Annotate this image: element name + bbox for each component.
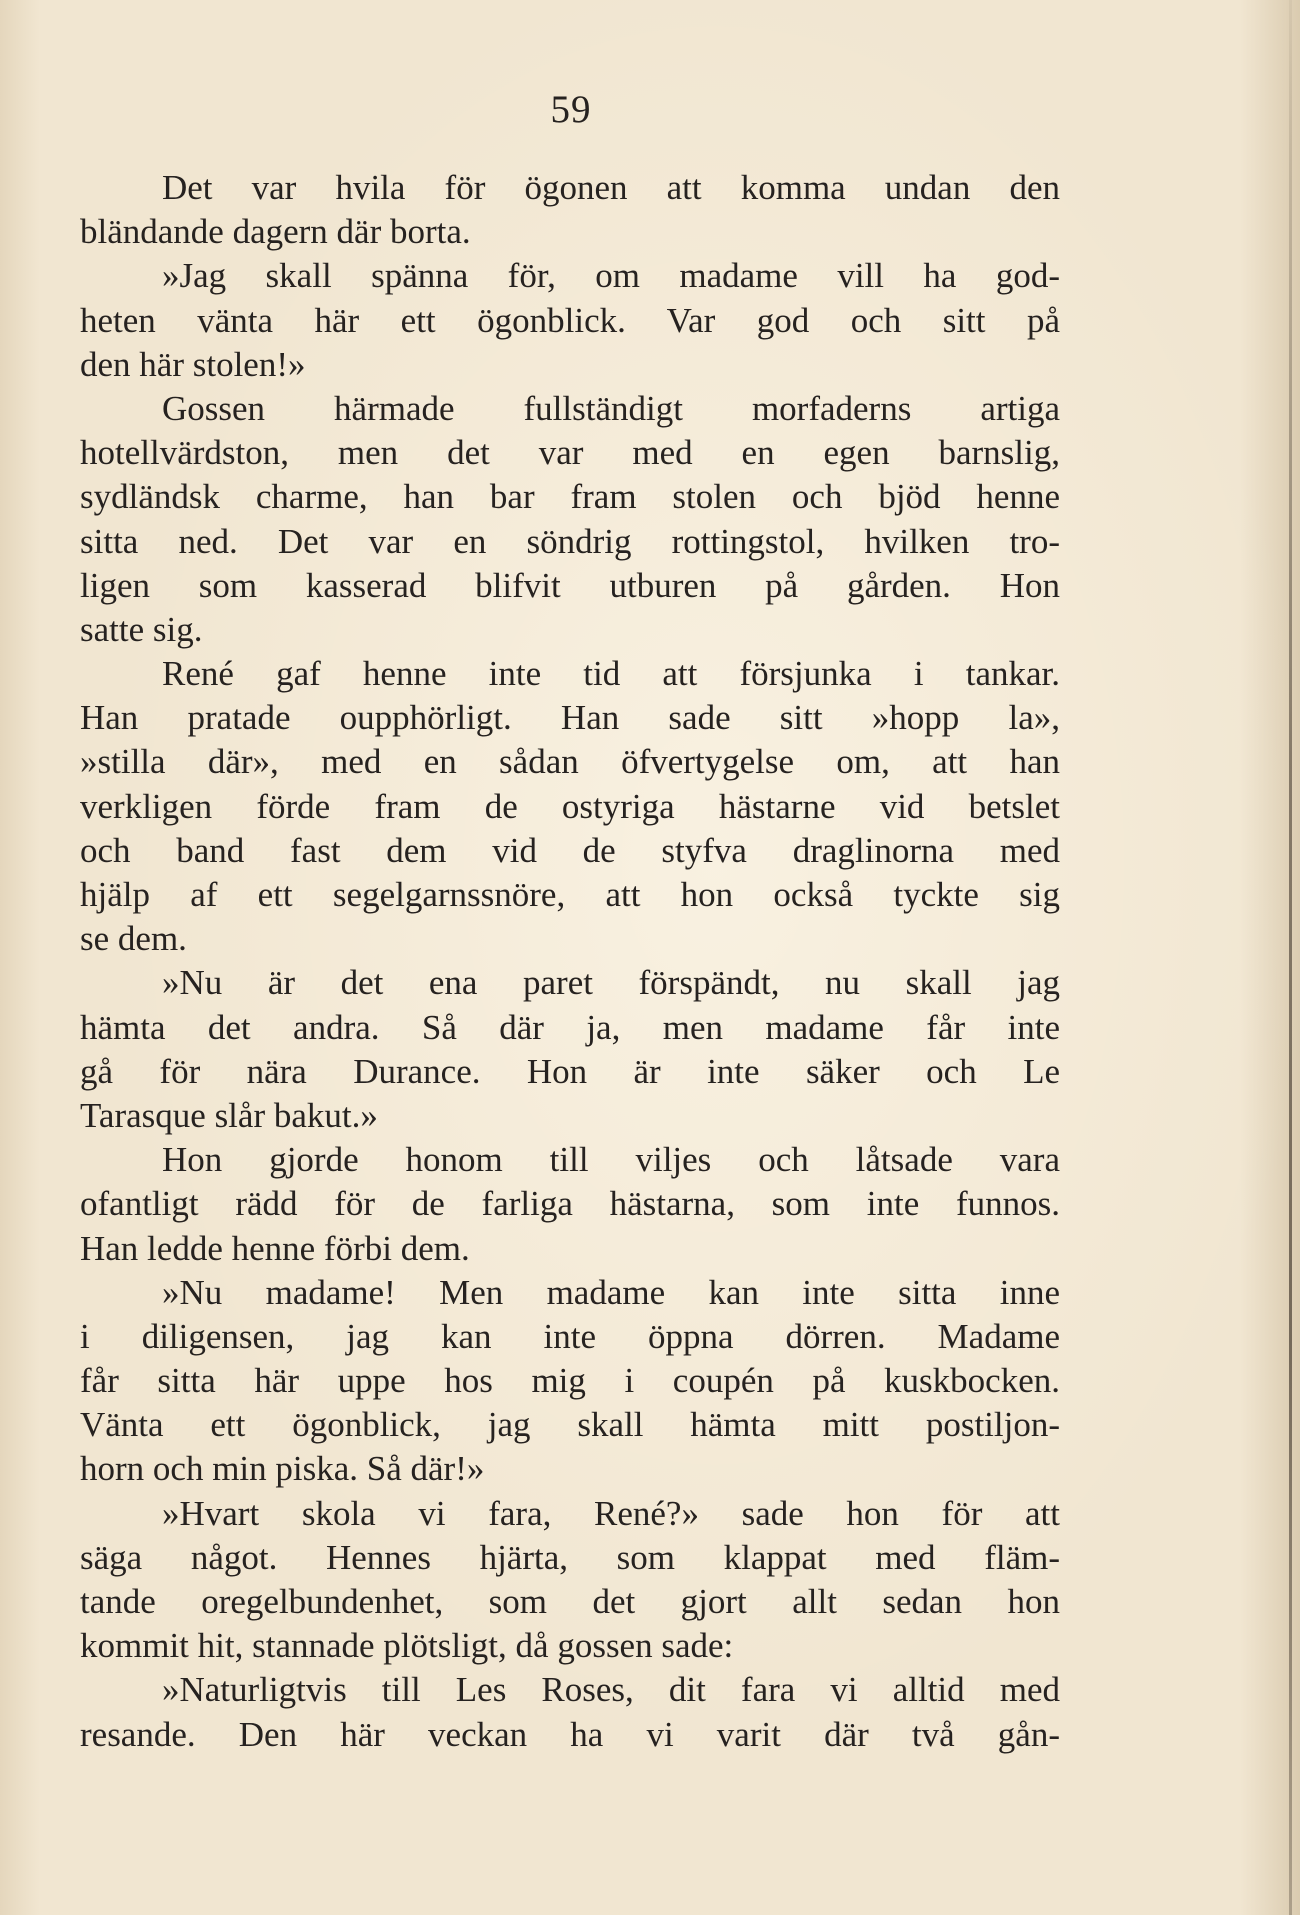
text-line: hotellvärdston, men det var med en egen barnslig, <box>80 433 1060 473</box>
text-line: bländande dagern där borta. <box>80 212 471 252</box>
text-line: »stilla där», med en sådan öfvertygelse om, att han <box>80 742 1060 782</box>
text-line: tande oregelbundenhet, som det gjort allt sedan hon <box>80 1582 1060 1621</box>
text-line: Han pratade oupphörligt. Han sade sitt »hopp la», <box>80 698 1060 738</box>
text-line: »Nu madame! Men madame kan inte sitta inne <box>162 1272 1060 1312</box>
text-line: säga något. Hennes hjärta, som klappat med fläm- <box>80 1537 1060 1577</box>
body-text <box>80 166 1060 1757</box>
text-line: och band fast dem vid de styfva draglinorna med <box>80 830 1060 870</box>
text-line: Det var hvila för ögonen att komma undan den <box>162 168 1060 207</box>
text-line: »Naturligtvis till Les Roses, dit fara vi alltid med <box>162 1670 1060 1710</box>
text-line: kommit hit, stannade plötsligt, då gossen sade: <box>80 1626 734 1666</box>
text-line: resande. Den här veckan ha vi varit där två gån- <box>80 1714 1060 1754</box>
text-line: René gaf henne inte tid att försjunka i tankar. <box>162 654 1060 694</box>
text-line: Vänta ett ögonblick, jag skall hämta mitt postiljon- <box>80 1405 1060 1445</box>
text-line: verkligen förde fram de ostyriga hästarne vid betslet <box>80 786 1060 826</box>
text-line: »Hvart skola vi fara, René?» sade hon för att <box>162 1493 1060 1533</box>
text-line: sitta ned. Det var en söndrig rottingstol, hvilken tro- <box>80 521 1060 561</box>
text-line: Hon gjorde honom till viljes och låtsade vara <box>162 1140 1060 1180</box>
text-line: Gossen härmade fullständigt morfaderns artiga <box>162 388 1060 428</box>
text-line: se dem. <box>80 919 187 959</box>
text-line: sydländsk charme, han bar fram stolen och bjöd henne <box>80 477 1060 517</box>
text-line: satte sig. <box>80 609 203 649</box>
text-line: horn och min piska. Så där!» <box>80 1449 485 1489</box>
text-line: Tarasque slår bakut.» <box>80 1095 378 1135</box>
text-line: Han ledde henne förbi dem. <box>80 1228 470 1268</box>
text-line: i diligensen, jag kan inte öppna dörren. Madame <box>80 1316 1060 1356</box>
text-line: ofantligt rädd för de farliga hästarna, som inte funnos. <box>80 1184 1060 1224</box>
text-line: gå för nära Durance. Hon är inte säker och Le <box>80 1051 1060 1091</box>
text-line: hämta det andra. Så där ja, men madame får inte <box>80 1007 1060 1047</box>
page-edge <box>1289 0 1292 1915</box>
text-line: heten vänta här ett ögonblick. Var god och sitt på <box>80 300 1060 340</box>
text-line: »Nu är det ena paret förspändt, nu skall jag <box>162 963 1060 1003</box>
text-line: den här stolen!» <box>80 344 306 384</box>
text-line: får sitta här uppe hos mig i coupén på kuskbocken. <box>80 1361 1060 1401</box>
text-line: hjälp af ett segelgarnssnöre, att hon också tyckte sig <box>80 875 1060 914</box>
page-number: 59 <box>550 88 592 131</box>
text-line: »Jag skall spänna för, om madame vill ha god- <box>162 256 1060 296</box>
text-line: ligen som kasserad blifvit utburen på gården. Hon <box>80 565 1060 605</box>
